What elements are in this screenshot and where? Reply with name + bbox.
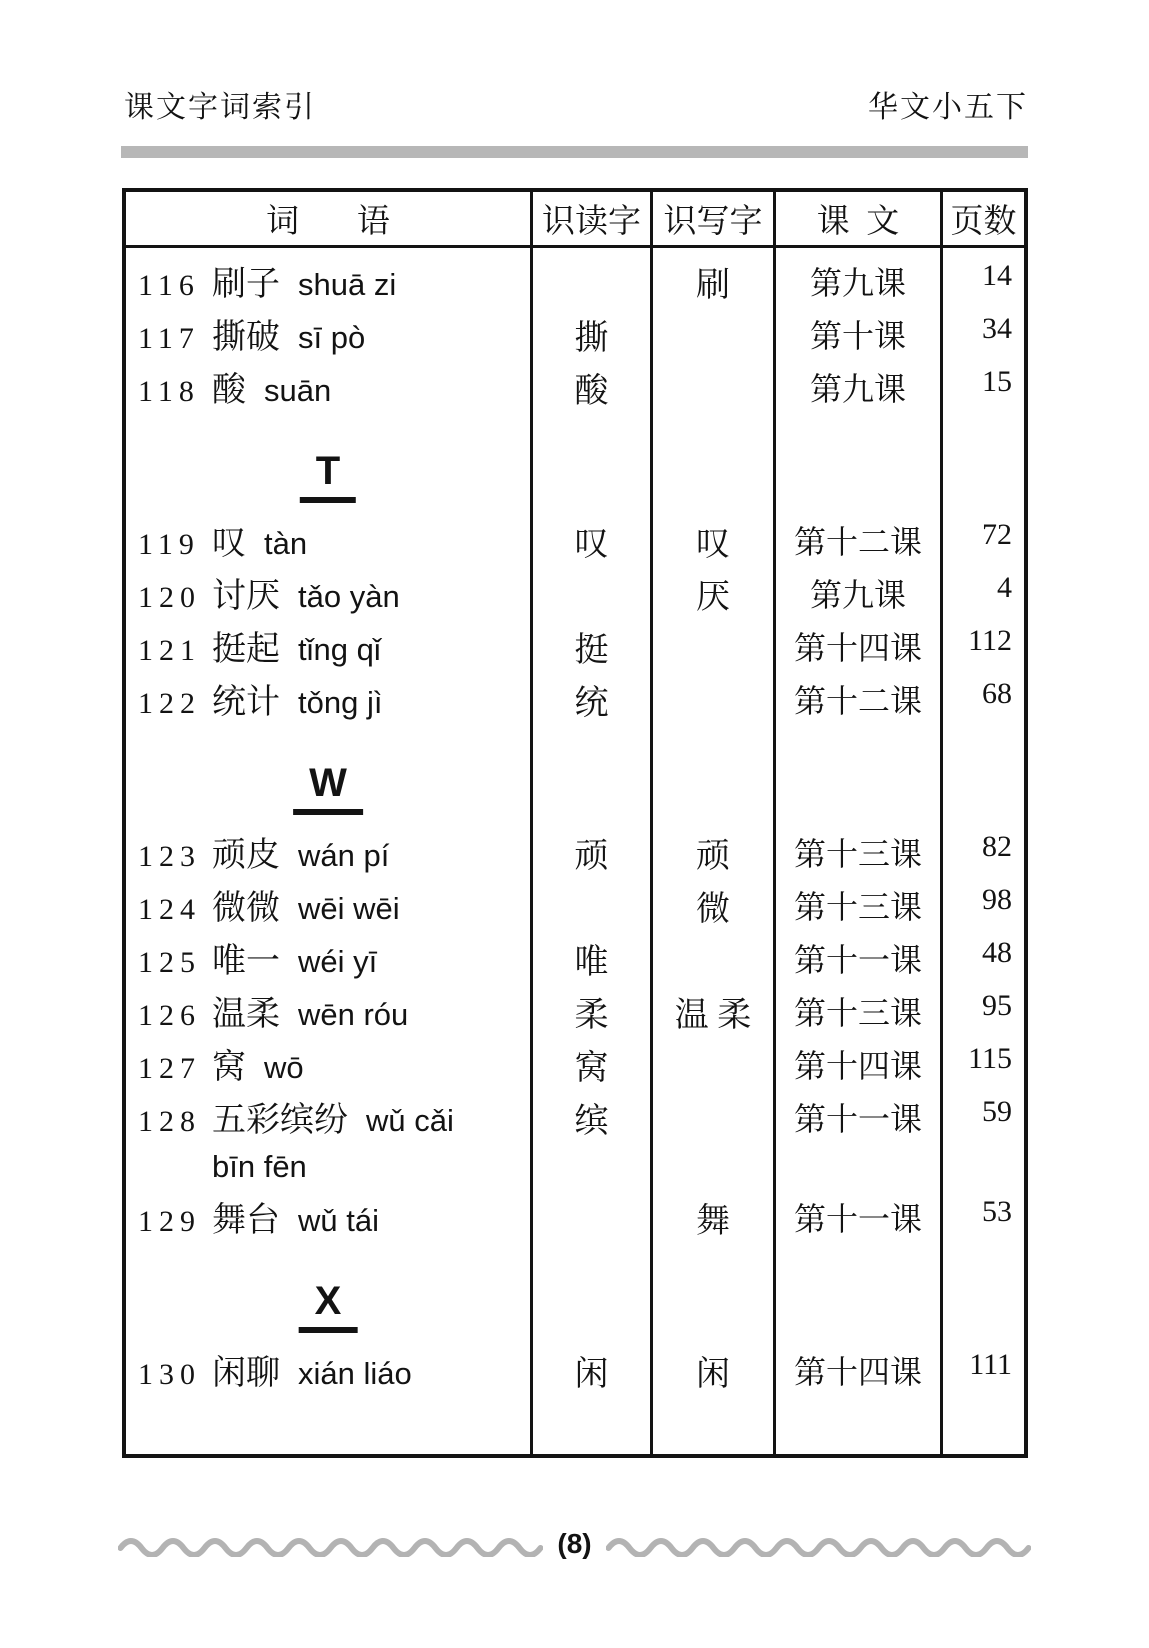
index-number: 122 [138,687,201,720]
index-number: 128 [138,1105,201,1138]
page-cell: 59 [940,1084,1024,1184]
section-row [126,407,1024,507]
index-number: 129 [138,1205,201,1238]
page-footer [0,1524,1149,1564]
word-block [212,1345,412,1394]
page-header-left-title: 课文字词索引 [124,91,316,124]
word-pinyin: tǎo yàn [298,579,400,614]
word-chinese: 酸 [212,372,246,409]
word-cell [126,560,530,613]
section-row [126,1237,1024,1337]
write-char-cell [650,666,773,719]
word-block [212,362,331,411]
table-row [126,872,1024,928]
lesson-cell: 第十一课 [773,925,940,978]
word-pinyin: wǔ cǎi [366,1103,454,1138]
page-cell: 48 [940,925,1024,978]
table-row [126,925,1024,981]
page-cell: 53 [940,1184,1024,1237]
word-chinese: 撕破 [212,319,280,356]
read-char-cell: 缤 [530,1084,650,1184]
word-chinese: 五彩缤纷 [212,1102,348,1139]
index-number: 124 [138,893,201,926]
table-body [126,248,1024,1454]
read-char-cell [530,248,650,301]
read-char-cell: 唯 [530,925,650,978]
word-pinyin: wán pí [298,838,390,873]
index-number: 127 [138,1052,201,1085]
lesson-cell: 第十二课 [773,507,940,560]
page-cell [940,719,1024,819]
word-block [212,880,400,929]
read-char-cell: 撕 [530,301,650,354]
word-block [212,827,389,876]
word-pinyin: tǐng qǐ [298,632,381,667]
word-pinyin: wō [264,1050,304,1085]
read-char-cell: 顽 [530,819,650,872]
table-row [126,978,1024,1034]
lesson-cell: 第九课 [773,248,940,301]
read-char-cell: 统 [530,666,650,719]
index-number: 125 [138,946,201,979]
word-cell [126,1184,530,1237]
page-cell: 98 [940,872,1024,925]
word-pinyin: sī pò [298,320,366,355]
read-char-cell [530,560,650,613]
write-char-cell [650,613,773,666]
word-block [212,621,381,670]
table-pad-row [126,1390,1024,1454]
page-cell: 112 [940,613,1024,666]
word-cell [126,978,530,1031]
table-header-row [126,192,1024,248]
index-number: 130 [138,1358,201,1391]
page-cell: 115 [940,1031,1024,1084]
word-block [212,1192,379,1241]
lesson-cell: 第十一课 [773,1184,940,1237]
lesson-cell: 第十四课 [773,1337,940,1390]
header-divider-bar [121,146,1028,158]
index-number: 126 [138,999,201,1032]
write-char-cell [650,407,773,507]
table-row [126,1184,1024,1240]
section-row [126,719,1024,819]
table-row [126,301,1024,357]
word-chinese: 讨厌 [212,578,280,615]
word-pinyin: tàn [264,526,308,561]
table-row [126,1337,1024,1393]
write-char-cell: 舞 [650,1184,773,1237]
wavy-rule-left-icon [118,1531,543,1557]
word-pinyin: wēn róu [298,997,409,1032]
write-char-cell [650,1237,773,1337]
page-cell: 14 [940,248,1024,301]
pad-cell [650,1390,773,1454]
read-char-cell [530,719,650,819]
write-char-cell [650,354,773,407]
word-cell [126,354,530,407]
word-chinese: 刷子 [212,266,280,303]
read-char-cell [530,1184,650,1237]
write-char-cell: 温 柔 [650,978,773,1031]
word-block [212,1092,454,1185]
read-char-cell: 柔 [530,978,650,1031]
lesson-cell: 第十一课 [773,1084,940,1184]
pad-cell [126,1390,530,1454]
section-letter-cell [126,1237,530,1337]
write-char-cell: 闲 [650,1337,773,1390]
write-char-cell: 叹 [650,507,773,560]
read-char-cell: 叹 [530,507,650,560]
write-char-cell [650,925,773,978]
pad-cell [940,1390,1024,1454]
section-letter: W [293,762,363,815]
index-number: 117 [138,322,200,355]
pad-cell [530,1390,650,1454]
write-char-cell [650,719,773,819]
lesson-cell [773,1237,940,1337]
word-cell [126,1084,530,1184]
word-pinyin: wéi yī [298,944,378,979]
word-pinyin: wēi wēi [298,891,400,926]
write-char-cell [650,1084,773,1184]
read-char-cell [530,872,650,925]
word-chinese: 统计 [212,684,280,721]
word-chinese: 唯一 [212,943,280,980]
section-letter: T [300,450,356,503]
word-cell [126,819,530,872]
lesson-cell: 第十四课 [773,1031,940,1084]
table-row [126,1031,1024,1087]
lesson-cell: 第九课 [773,354,940,407]
index-number: 119 [138,528,200,561]
table-row [126,613,1024,669]
index-number: 116 [138,269,200,302]
page-cell: 34 [940,301,1024,354]
lesson-cell [773,719,940,819]
lesson-cell [773,407,940,507]
write-char-cell: 微 [650,872,773,925]
page-cell: 111 [940,1337,1024,1390]
word-pinyin-line2: bīn fēn [212,1149,307,1184]
page-cell: 68 [940,666,1024,719]
read-char-cell [530,407,650,507]
index-number: 121 [138,634,201,667]
word-pinyin: tǒng jì [298,685,383,720]
word-block [212,256,396,305]
lesson-cell: 第九课 [773,560,940,613]
word-cell [126,248,530,301]
table-row [126,354,1024,410]
page-cell: 82 [940,819,1024,872]
write-char-cell: 顽 [650,819,773,872]
word-chinese: 顽皮 [212,837,280,874]
read-char-cell: 闲 [530,1337,650,1390]
wavy-rule-right-icon [606,1531,1031,1557]
write-char-cell: 厌 [650,560,773,613]
word-cell [126,301,530,354]
read-char-cell: 窝 [530,1031,650,1084]
word-block [212,933,377,982]
word-cell [126,925,530,978]
page-cell [940,1237,1024,1337]
footer-page-number: (8) [557,1528,592,1559]
word-cell [126,666,530,719]
word-chinese: 舞台 [212,1202,280,1239]
read-char-cell: 酸 [530,354,650,407]
lesson-cell: 第十四课 [773,613,940,666]
index-number: 120 [138,581,201,614]
read-char-cell: 挺 [530,613,650,666]
header-word: 词 语 [266,204,390,240]
header-read-chars: 识读字 [530,192,650,245]
word-chinese: 温柔 [212,996,280,1033]
word-cell [126,507,530,560]
word-pinyin: shuā zi [298,267,397,302]
lesson-cell: 第十三课 [773,978,940,1031]
word-block [212,515,307,564]
write-char-cell [650,301,773,354]
word-pinyin: wǔ tái [298,1203,379,1238]
header-lesson: 课 文 [773,192,940,245]
pad-cell [773,1390,940,1454]
page-cell: 95 [940,978,1024,1031]
page-cell: 72 [940,507,1024,560]
word-block [212,674,382,723]
header-write-chars: 识写字 [650,192,773,245]
table-row [126,666,1024,722]
lesson-cell: 第十二课 [773,666,940,719]
lesson-cell: 第十三课 [773,872,940,925]
word-block [212,986,408,1035]
table-row [126,248,1024,304]
section-letter-cell [126,407,530,507]
page-cell: 4 [940,560,1024,613]
lesson-cell: 第十三课 [773,819,940,872]
word-cell [126,872,530,925]
page-cell [940,407,1024,507]
page-cell: 15 [940,354,1024,407]
section-letter-cell [126,719,530,819]
table-row [126,507,1024,563]
word-chinese: 窝 [212,1049,246,1086]
page-header-right-title: 华文小五下 [868,91,1028,124]
word-chinese: 微微 [212,890,280,927]
index-number: 123 [138,840,201,873]
word-cell [126,613,530,666]
word-chinese: 挺起 [212,631,280,668]
read-char-cell [530,1237,650,1337]
write-char-cell [650,1031,773,1084]
word-cell [126,1031,530,1084]
section-letter: X [299,1280,358,1333]
vocabulary-index-table [122,188,1028,1458]
word-cell [126,1337,530,1390]
table-row [126,560,1024,616]
word-pinyin: xián liáo [298,1356,412,1391]
index-number: 118 [138,375,200,408]
write-char-cell: 刷 [650,248,773,301]
word-pinyin: suān [264,373,332,408]
word-block [212,309,365,358]
table-row [126,1084,1024,1184]
header-page: 页数 [940,192,1024,245]
word-block [212,1039,304,1088]
lesson-cell: 第十课 [773,301,940,354]
word-chinese: 叹 [212,525,246,562]
word-chinese: 闲聊 [212,1355,280,1392]
word-block [212,568,400,617]
table-row [126,819,1024,875]
